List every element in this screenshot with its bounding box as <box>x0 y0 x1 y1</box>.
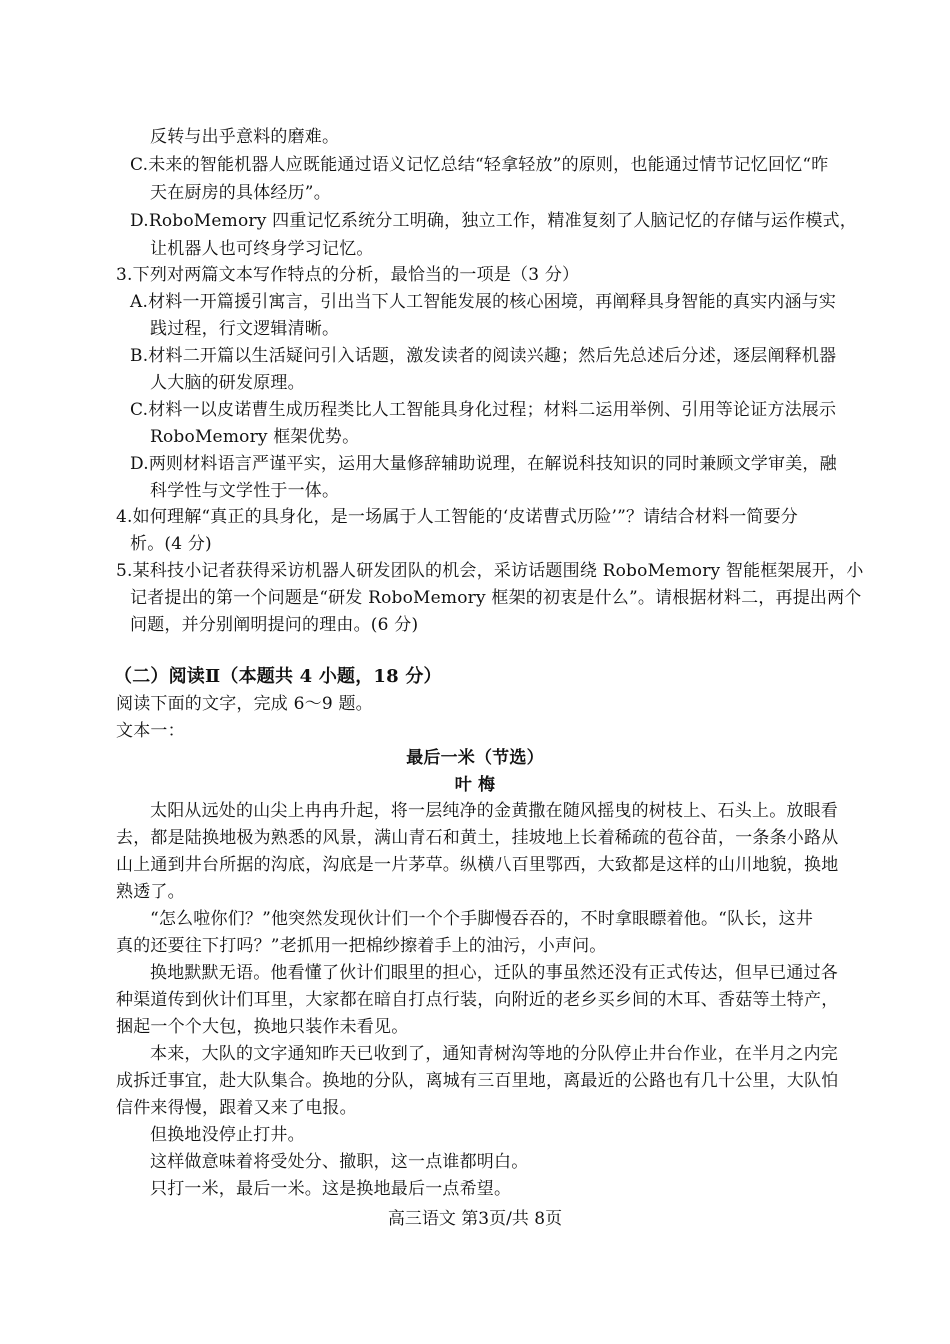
story-paragraph-2-line2: 真的还要往下打吗？”老抓用一把棉纱擦着手上的油污，小声问。 <box>116 936 607 956</box>
q2-option-b-continuation: 反转与出乎意料的磨难。 <box>150 127 340 147</box>
story-paragraph-7: 只打一米，最后一米。这是换地最后一点希望。 <box>150 1179 512 1199</box>
q3-option-a-line1: A.材料一开篇援引寓言，引出当下人工智能发展的核心困境，再阐释具身智能的真实内涵与实 <box>130 292 837 312</box>
story-paragraph-3-line1: 换地默默无语。他看懂了伙计们眼里的担心，迁队的事虽然还没有正式传达，但早已通过各 <box>150 963 838 983</box>
section-heading: （二）阅读Ⅱ（本题共 4 小题，18 分） <box>114 666 442 687</box>
q4-line2: 析。(4 分) <box>130 534 212 554</box>
story-paragraph-3-line2: 种渠道传到伙计们耳里，大家都在暗自打点行装，向附近的老乡买乡间的木耳、香菇等土特产， <box>116 990 839 1010</box>
q3-stem: 3.下列对两篇文本写作特点的分析，最恰当的一项是（3 分） <box>116 265 580 285</box>
story-paragraph-1-line1: 太阳从远处的山尖上冉冉升起，将一层纯净的金黄撒在随风摇曳的树枝上、石头上。放眼看 <box>150 801 838 821</box>
story-paragraph-1-line2: 去，都是陆换地极为熟悉的风景，满山青石和黄土，挂坡地上长着稀疏的苞谷苗，一条条小路从 <box>116 828 839 848</box>
q5-line2: 记者提出的第一个问题是“研发 RoboMemory 框架的初衷是什么”。请根据材料二，再提出两个 <box>130 588 862 608</box>
q5-line3: 问题，并分别阐明提问的理由。(6 分) <box>130 615 419 635</box>
q3-option-c-line1: C.材料一以皮诺曹生成历程类比人工智能具身化过程；材料二运用举例、引用等论证方法展示 <box>130 400 837 420</box>
q2-option-c-line1: C.未来的智能机器人应既能通过语义记忆总结“轻拿轻放”的原则，也能通过情节记忆回忆“昨 <box>130 155 829 175</box>
story-paragraph-1-line3: 山上通到井台所据的沟底，沟底是一片茅草。纵横八百里鄂西，大致都是这样的山川地貌，换地 <box>116 855 839 875</box>
story-paragraph-6: 这样做意味着将受处分、撤职，这一点谁都明白。 <box>150 1152 529 1172</box>
section-instruction: 阅读下面的文字，完成 6～9 题。 <box>116 694 373 714</box>
story-paragraph-4-line3: 信件来得慢，跟着又来了电报。 <box>116 1098 357 1118</box>
story-paragraph-2-line1: “怎么啦你们？”他突然发现伙计们一个个手脚慢吞吞的，不时拿眼瞟着他。“队长，这井 <box>150 909 814 929</box>
q5-line1: 5.某科技小记者获得采访机器人研发团队的机会，采访话题围绕 RoboMemory 智能框架展开，小 <box>116 561 864 581</box>
q3-option-b-line1: B.材料二开篇以生活疑问引入话题，激发读者的阅读兴趣；然后先总述后分述，逐层阐释机器 <box>130 346 837 366</box>
story-paragraph-5: 但换地没停止打井。 <box>150 1125 305 1145</box>
story-title: 最后一米（节选） <box>406 748 544 768</box>
story-paragraph-3-line3: 捆起一个个大包，换地只装作未看见。 <box>116 1017 409 1037</box>
q2-option-d-line2: 让机器人也可终身学习记忆。 <box>150 239 374 259</box>
q4-line1: 4.如何理解“真正的具身化，是一场属于人工智能的‘皮诺曹式历险’”？请结合材料一简要分 <box>116 507 799 527</box>
q2-option-d-line1: D.RoboMemory 四重记忆系统分工明确，独立工作，精准复刻了人脑记忆的存储与运作模式， <box>130 211 857 231</box>
q3-option-d-line1: D.两则材料语言严谨平实，运用大量修辞辅助说理，在解说科技知识的同时兼顾文学审美，融 <box>130 454 837 474</box>
story-paragraph-1-line4: 熟透了。 <box>116 882 185 902</box>
q3-option-d-line2: 科学性与文学性于一体。 <box>150 481 340 501</box>
q3-option-a-line2: 践过程，行文逻辑清晰。 <box>150 319 340 339</box>
page-footer: 高三语文 第3页/共 8页 <box>387 1209 563 1229</box>
q3-option-c-line2: RoboMemory 框架优势。 <box>150 427 360 447</box>
text-label: 文本一： <box>116 721 185 741</box>
q2-option-c-line2: 天在厨房的具体经历”。 <box>150 183 331 203</box>
story-author: 叶 梅 <box>454 775 496 795</box>
q3-option-b-line2: 人大脑的研发原理。 <box>150 373 305 393</box>
story-paragraph-4-line2: 成拆迁事宜，赴大队集合。换地的分队，离城有三百里地，离最近的公路也有几十公里，大队怕 <box>116 1071 839 1091</box>
story-paragraph-4-line1: 本来，大队的文字通知昨天已收到了，通知青树沟等地的分队停止井台作业，在半月之内完 <box>150 1044 838 1064</box>
